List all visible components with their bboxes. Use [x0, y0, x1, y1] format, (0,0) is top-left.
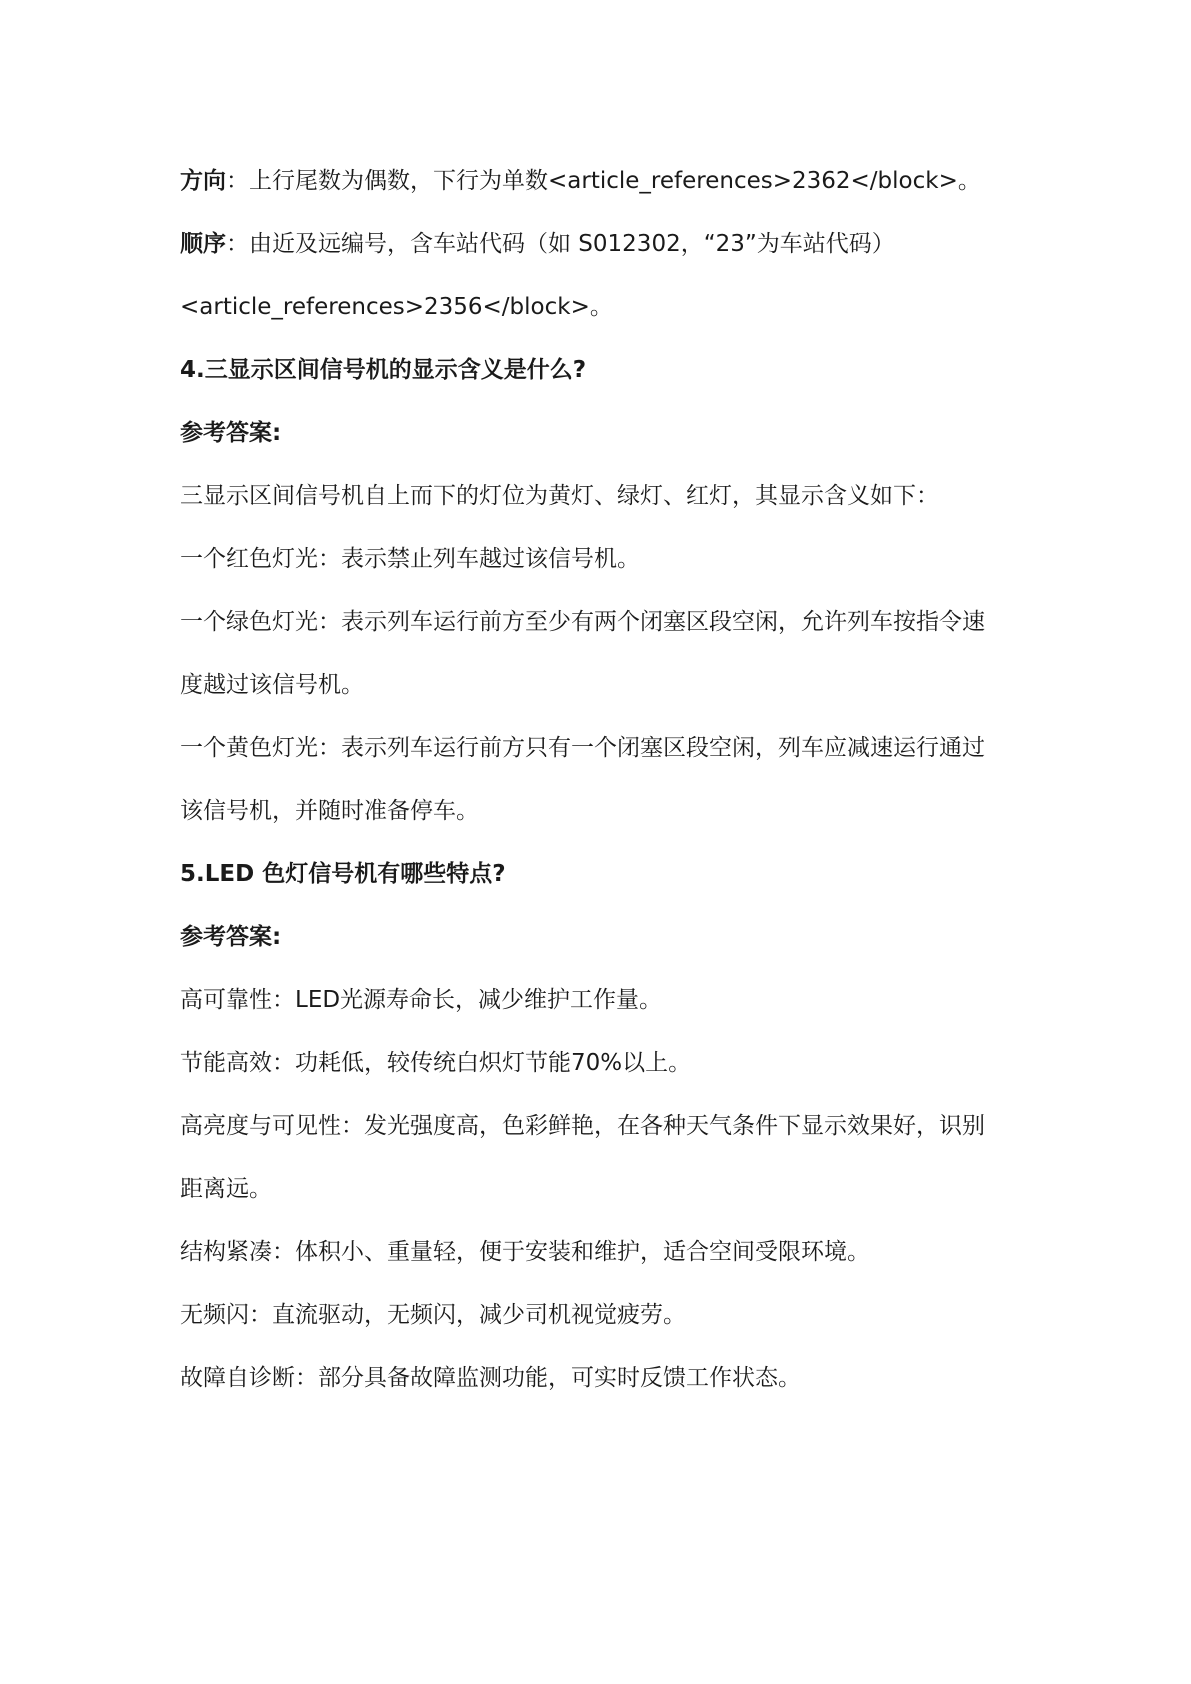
- order-paragraph: [180, 213, 1030, 276]
- document-body: [180, 150, 1030, 1410]
- green-light-meaning-continued: 度越过该信号机。: [180, 672, 364, 698]
- order-continuation: <article_references>2356</block>。: [180, 294, 613, 320]
- feature-no-flicker: 无频闪：直流驱动，无频闪，减少司机视觉疲劳。: [180, 1302, 686, 1328]
- direction-label: 方向: [180, 168, 226, 194]
- question-4-answer-label: 参考答案:: [180, 420, 282, 446]
- feature-reliability: 高可靠性：LED光源寿命长，减少维护工作量。: [180, 987, 663, 1013]
- feature-brightness-continued: 距离远。: [180, 1176, 272, 1202]
- feature-brightness: 高亮度与可见性：发光强度高，色彩鲜艳，在各种天气条件下显示效果好，识别: [180, 1113, 985, 1139]
- order-label: 顺序: [180, 231, 226, 257]
- order-text: ：由近及远编号，含车站代码（如 S012302，“23”为车站代码）: [226, 231, 895, 257]
- green-light-meaning: 一个绿色灯光：表示列车运行前方至少有两个闭塞区段空闲，允许列车按指令速: [180, 609, 985, 635]
- direction-paragraph: [180, 150, 1030, 213]
- feature-self-diagnosis: 故障自诊断：部分具备故障监测功能，可实时反馈工作状态。: [180, 1365, 801, 1391]
- red-light-meaning: 一个红色灯光：表示禁止列车越过该信号机。: [180, 546, 640, 572]
- question-4-title: 4.三显示区间信号机的显示含义是什么?: [180, 357, 587, 383]
- question-4-intro: 三显示区间信号机自上而下的灯位为黄灯、绿灯、红灯，其显示含义如下：: [180, 483, 939, 509]
- direction-text: ：上行尾数为偶数，下行为单数<article_references>2362</block>。: [226, 168, 981, 194]
- question-5-title: 5.LED 色灯信号机有哪些特点?: [180, 861, 506, 887]
- yellow-light-meaning: 一个黄色灯光：表示列车运行前方只有一个闭塞区段空闲，列车应减速运行通过: [180, 735, 985, 761]
- question-5-answer-label: 参考答案:: [180, 924, 282, 950]
- yellow-light-meaning-continued: 该信号机，并随时准备停车。: [180, 798, 479, 824]
- feature-efficiency: 节能高效：功耗低，较传统白炽灯节能70%以上。: [180, 1050, 692, 1076]
- feature-compact: 结构紧凑：体积小、重量轻，便于安装和维护，适合空间受限环境。: [180, 1239, 870, 1265]
